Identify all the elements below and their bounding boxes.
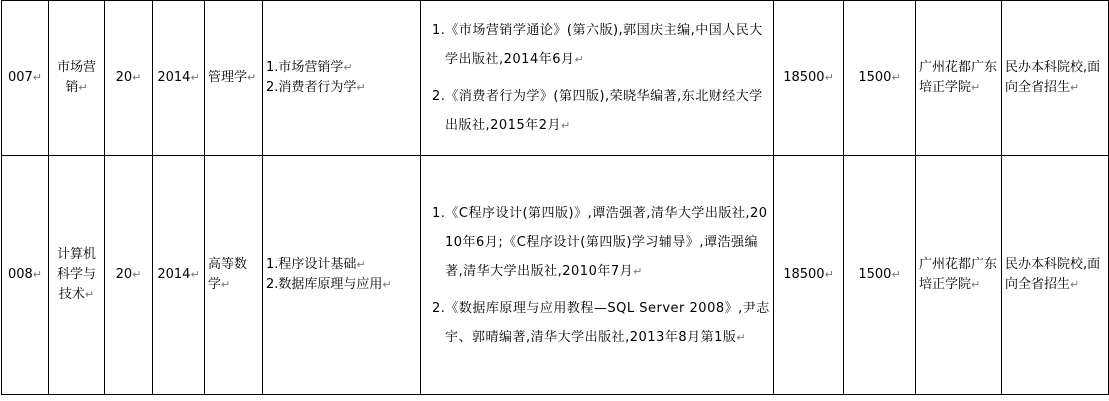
enrollment-count-cell: 20↵ [105,156,153,395]
exam-courses-cell [263,1,421,156]
other-fee-cell: 1500↵ [844,156,916,395]
year-cell: 2014↵ [153,1,205,156]
major-cell: 市场营销↵ [49,1,105,156]
course-item: 2.消费者行为学↵ [266,80,366,95]
row-number-cell: 007↵ [2,1,49,156]
year-cell: 2014↵ [153,156,205,395]
exam-courses-cell [263,156,421,395]
table-row [2,156,1109,395]
reference-books-cell [421,1,774,156]
book-item: 1.《C程序设计(第四版)》,谭浩强著,清华大学出版社,2010年6月;《C程序设计(第四版)学习辅导》,谭浩强编著,清华大学出版社,2010年7月↵ [432,205,768,279]
enrollment-count-cell: 20↵ [105,1,153,156]
school-cell: 广州花都广东培正学院↵ [916,1,1002,156]
book-item: 2.《数据库原理与应用教程—SQL Server 2008》,尹志宇、郭晴编著,清华大学出版社,2013年8月第1版↵ [432,300,770,345]
tuition-fee-cell: 18500↵ [774,1,844,156]
course-item: 2.数据库原理与应用↵ [266,277,392,292]
note-cell: 民办本科院校,面向全省招生↵ [1002,1,1109,156]
enrollment-table [1,0,1109,395]
tuition-fee-cell: 18500↵ [774,156,844,395]
course-item: 1.市场营销学↵ [266,60,353,75]
row-number-cell: 008↵ [2,156,49,395]
book-item: 1.《市场营销学通论》(第六版),郭国庆主编,中国人民大学出版社,2014年6月↵ [432,23,763,67]
course-item: 1.程序设计基础↵ [266,257,366,272]
major-cell: 计算机科学与技术↵ [49,156,105,395]
table-row [2,1,1109,156]
school-cell: 广州花都广东培正学院↵ [916,156,1002,395]
other-fee-cell: 1500↵ [844,1,916,156]
exam-subject-cell: 管理学↵ [205,1,263,156]
reference-books-cell [421,156,774,395]
note-cell: 民办本科院校,面向全省招生↵ [1002,156,1109,395]
book-item: 2.《消费者行为学》(第四版),荣晓华编著,东北财经大学出版社,2015年2月↵ [432,89,763,133]
exam-subject-cell: 高等数学↵ [205,156,263,395]
